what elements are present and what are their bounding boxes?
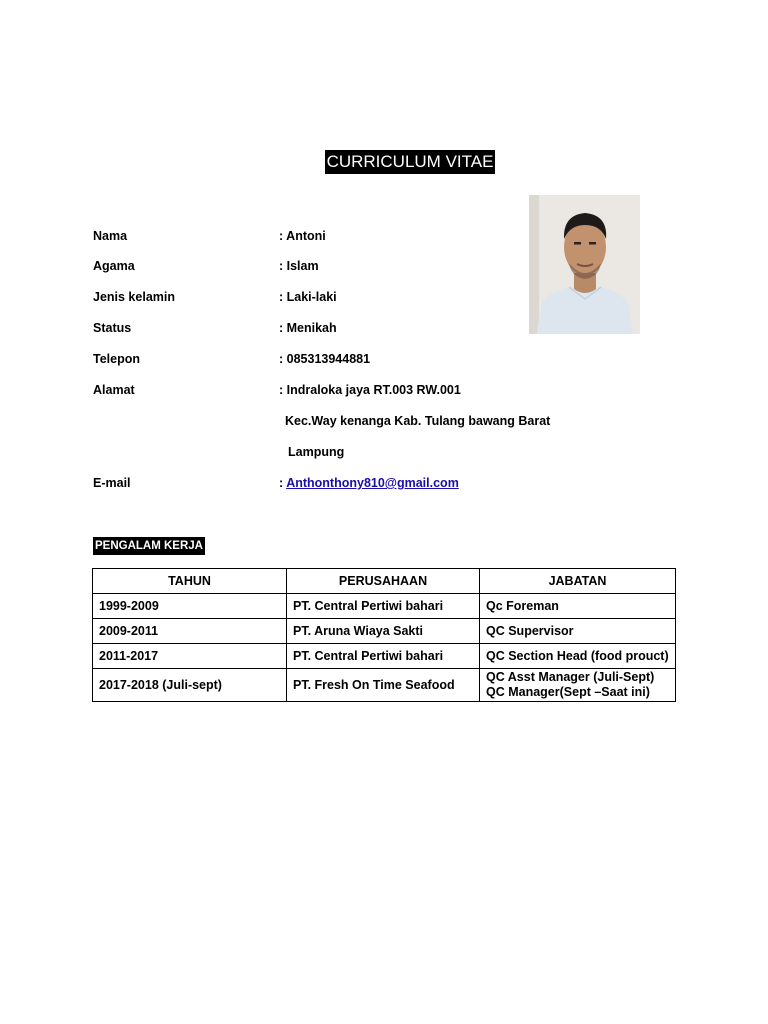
gender-value: : Laki-laki <box>279 290 337 304</box>
address-line-3: Lampung <box>288 445 345 459</box>
name-label: Nama <box>93 229 128 243</box>
address-label: Alamat <box>93 383 135 397</box>
address-line-2: Kec.Way kenanga Kab. Tulang bawang Barat <box>285 414 551 428</box>
experience-table <box>92 568 676 702</box>
document-title: CURRICULUM VITAE <box>325 150 495 174</box>
name-value: : Antoni <box>279 229 326 243</box>
row-company: PT. Aruna Wiaya Sakti <box>287 619 480 644</box>
status-value: : Menikah <box>279 321 337 335</box>
phone-value: : 085313944881 <box>279 352 371 366</box>
table-row <box>93 594 676 619</box>
row-year: 2011-2017 <box>93 644 287 669</box>
row-year: 2017-2018 (Juli-sept) <box>93 669 287 702</box>
table-row <box>93 669 676 702</box>
phone-label: Telepon <box>93 352 140 366</box>
gender-label: Jenis kelamin <box>93 290 175 304</box>
table-row <box>93 644 676 669</box>
row-company: PT. Central Pertiwi bahari <box>287 644 480 669</box>
email-colon: : <box>279 476 284 490</box>
person-portrait-image <box>529 195 640 334</box>
status-label: Status <box>93 321 132 335</box>
email-label: E-mail <box>93 476 131 490</box>
row-company: PT. Central Pertiwi bahari <box>287 594 480 619</box>
row-position-line-2: QC Manager(Sept –Saat ini) <box>486 685 650 699</box>
religion-value: : Islam <box>279 259 319 273</box>
table-header-row <box>93 569 676 594</box>
header-company: PERUSAHAAN <box>287 569 480 594</box>
experience-section-title: PENGALAM KERJA <box>93 537 205 555</box>
row-position: Qc Foreman <box>480 594 676 619</box>
profile-photo <box>529 195 640 334</box>
row-position: QC Section Head (food prouct) <box>480 644 676 669</box>
row-position <box>480 669 676 702</box>
header-position: JABATAN <box>480 569 676 594</box>
table-row <box>93 619 676 644</box>
address-line-1: : Indraloka jaya RT.003 RW.001 <box>279 383 461 397</box>
row-year: 1999-2009 <box>93 594 287 619</box>
row-company: PT. Fresh On Time Seafood <box>287 669 480 702</box>
email-link[interactable]: Anthonthony810@gmail.com <box>286 476 459 490</box>
row-position: QC Supervisor <box>480 619 676 644</box>
header-year: TAHUN <box>93 569 287 594</box>
row-position-line-1: QC Asst Manager (Juli-Sept) <box>486 670 655 684</box>
row-year: 2009-2011 <box>93 619 287 644</box>
email-value-wrap <box>279 476 459 490</box>
religion-label: Agama <box>93 259 135 273</box>
